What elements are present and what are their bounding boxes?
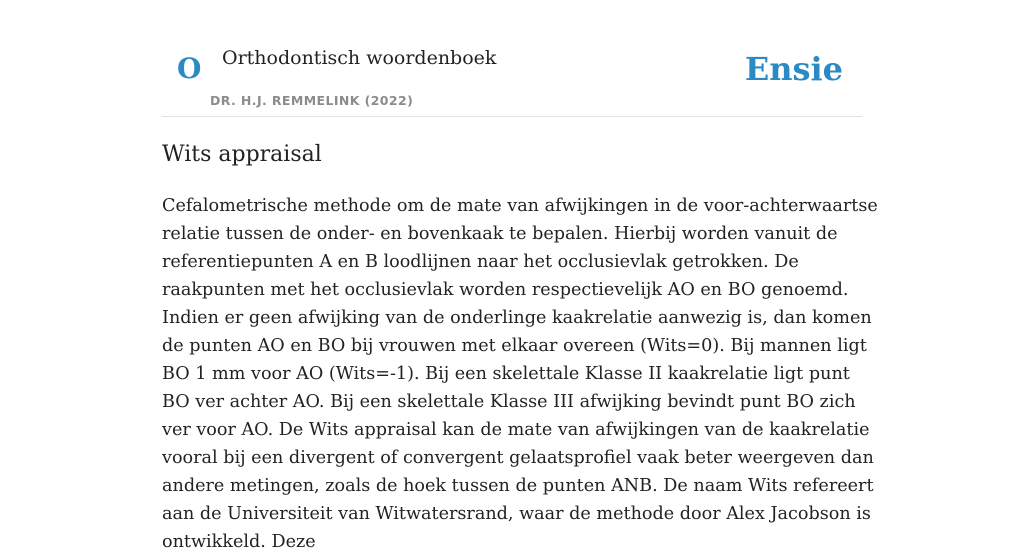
entry-title: Wits appraisal [162,142,322,167]
dictionary-title-link[interactable]: Orthodontisch woordenboek [222,47,497,69]
author-byline: DR. H.J. REMMELINK (2022) [210,93,414,108]
entry-header [162,0,862,117]
letter-index-badge[interactable]: O [177,52,202,85]
ensie-logo[interactable]: Ensie [744,50,843,88]
entry-definition-text: Cefalometrische methode om de mate van afwijkingen in de voor-achterwaartse relatie tussen de onder- en bovenkaak te bepalen. Hierbij worden vanuit de referentiepunten A en B loodlijnen naar het occlusievlak getrokken. De raakpunten met het occlusievlak worden respectievelijk AO en BO genoemd. Indien er geen afwijking van de onderlinge kaakrelatie aanwezig is, dan komen de punten AO en BO bij vrouwen met elkaar overeen (Wits=0). Bij mannen ligt BO 1 mm voor AO (Wits=-1). Bij een skelettale Klasse II kaakrelatie ligt punt BO ver achter AO. Bij een skelettale Klasse III afwijking bevindt punt BO zich ver voor AO. De Wits appraisal kan de mate van afwijkingen van de kaakrelatie vooral bij een divergent of convergent gelaatsprofiel vaak beter weergeven dan andere metingen, zoals de hoek tussen de punten ANB. De naam Wits refereert aan de Universiteit van Witwatersrand, waar de methode door Alex Jacobson is ontwikkeld. Deze [162,196,878,552]
